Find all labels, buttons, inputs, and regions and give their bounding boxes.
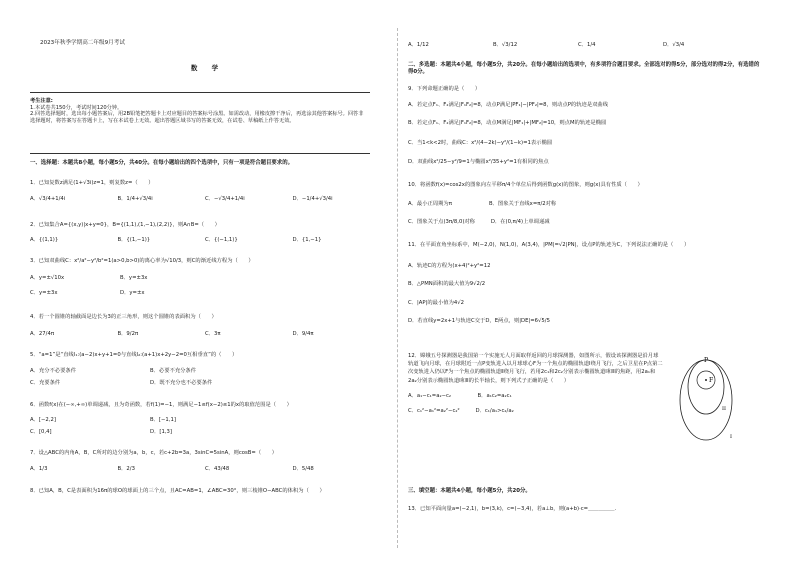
question-10: 10．将函数f(x)=cos2x的图象向左平移π/4个单位后得到函数g(x)的图象，则g(x)具有性质（ ） A．最小正周期为π B．图象关于直线x=π/2对称 C．图象关于点(3π/8,0)对称 D．在(0,π/4)上单调递减 [408, 182, 643, 226]
question-13: 13．已知平面向量a=(−2,1)，b=(3,k)，c=(−3,4)，若a⊥b，则(a+b)·c=＿＿＿＿＿. [408, 506, 617, 512]
question-12: 12．嫦娥五号探测器是我国第一个实施无人月面取样返回的月球探测器，如图所示，假设该探测器是沿月球轨道飞向月球，在月球附近一点P变轨进入以月球球心F为一个焦点的椭圆轨道Ⅰ绕月飞行，之后卫星在P点第二次变轨进入仍以F为一个焦点的椭圆轨道Ⅱ绕月飞行，若用2c₁和2c₂分别表示椭圆轨道Ⅰ和Ⅱ的焦距，用2a₁和2a₂分别表示椭圆轨道Ⅰ和Ⅱ的长半轴长，则下列式子正确的是（ ） A．a₁−c₁=a₂−c₂ B．a₁c₂=a₂c₁ C．c₁²−a₁²=a₂²−c₂² D．c₁/a₁>c₂/a₂ [408, 353, 663, 415]
label-I: I [730, 434, 732, 440]
question-11: 11．在平面直角坐标系中，M(−2,0)，N(1,0)，A(3,4)，|PM|=√2|PN|，设点P的轨迹为C，下列说法正确的是（ ） A．轨迹C的方程为(x+4)²+y²=12 B．△PMN面积的最大值为9√2/2 C．|AP|的最小值为4√2 D．若直线y=2x+1与轨迹C交于D，E两点，则|DE|=6√5/5 [408, 242, 690, 325]
orbit-ellipse-I [680, 360, 732, 440]
question-7: 7．设△ABC的内角A，B，C所对的边分别为a，b，c，若c+2b=3a，3sinC=5sinA，则cosB=（ ） A．1/3 B．2/3 C．43/48 D．5/48 [30, 450, 314, 472]
label-P: P [704, 357, 709, 364]
notice-block [30, 98, 365, 124]
column-divider [397, 28, 398, 548]
header-divider [30, 92, 370, 93]
question-1: 1．已知复数z满足(1+√3i)z=1，则复数z=（ ） A．√3/4+1/4i B．1/4+√3/4i C．−√3/4+1/4i D．−1/4+√3/4i [30, 180, 333, 202]
question-2: 2．已知集合A={(x,y)|x+y=0}，B={(1,1),(1,−1),(2,2)}，则A∩B=（ ） A．{(1,1)} B．{(1,−1)} C．{(−1,1)} D．{1,−1} [30, 222, 322, 243]
question-8-options: A．1/12 B．√3/12 C．1/4 D．√3/4 [408, 42, 685, 48]
section-3-heading: 三、填空题：本题共4小题，每小题5分，共20分。 [408, 488, 531, 494]
section-2-heading: 二、多选题：本题共4小题，每小题5分，共20分。在每小题给出的选项中，有多项符合题目要求。全部选对的得5分，部分选对的得2分，有选错的得0分。 [408, 62, 760, 75]
label-F: F [709, 377, 714, 384]
label-II: II [722, 406, 726, 412]
question-3: 3．已知双曲线C：x²/a²−y²/b²=1(a>0,b>0)的离心率为√10/3，则C的渐近线方程为（ ） A．y=±√10x B．y=±3x C．y=±3x D．y=±x [30, 258, 254, 297]
orbit-ellipse-II [688, 360, 724, 414]
exam-title: 2023年秋季学期高二年级9月考试 [40, 40, 125, 46]
notice-line-2: 2.回答选择题时，选出每小题答案后，用2B铅笔把答题卡上对应题目的答案标号涂黑。如需改动，用橡皮擦干净后，再选涂其他答案标号。回答非选择题时，将答案写在答题卡上，写在本试卷上无效。超出答题区域书写的答案无效，在试卷、草稿纸上作答无效。 [30, 111, 364, 124]
question-6: 6．函数f(x)在(−∞,+∞)单调递减，且为奇函数，若f(1)=−1，则满足−1≤f(x−2)≤1的x的取值范围是（ ） A．[−2,2] B．[−1,1] C．[0,4] D．[1,3] [30, 402, 292, 436]
orbit-diagram [670, 352, 750, 444]
notice-divider [30, 153, 370, 154]
notice-line-1: 1.本试卷共150分，考试时间120分钟。 [30, 104, 123, 111]
question-5: 5．“a=1”是“直线l₁:(a−2)x+y+1=0与直线l₂:(a+1)x+2y−2=0互相垂直”的（ ） A．充分不必要条件 B．必要不充分条件 C．充要条件 D．既不充分也不必要条件 [30, 352, 238, 387]
subject-title: 数 学 [190, 64, 225, 72]
focus-point [705, 379, 707, 381]
question-8: 8．已知A，B，C是表面积为16π的球O的球面上的三个点，且AC=AB=1，∠ABC=30°，则三棱锥O−ABC的体积为（ ） [30, 488, 325, 494]
question-4: 4．若一个圆锥的轴截面是边长为3的正三角形，则这个圆锥的表面积为（ ） A．27/4π B．9/2π C．3π D．9/4π [30, 314, 314, 337]
question-9: 9．下列命题正确的是（ ） A．若定点F₁、F₂满足|F₁F₂|=8，动点P满足|PF₁|−|PF₂|=8，则动点P的轨迹是双曲线 B．若定点F₁、F₂满足|F₁F₂|=8，动点M满足|MF₁|+|MF₂|=10，则点M的轨迹是椭圆 C．当1<k<2时，曲线C：x²/(4−2k)−y²/(1−k)=1表示椭圆 D．双曲线x²/25−y²/9=1与椭圆x²/35+y²=1有相同的焦点 [408, 86, 609, 166]
notice-heading: 考生注意: [30, 98, 53, 104]
section-1-heading: 一、选择题：本题共8小题，每小题5分，共40分。在每小题给出的四个选项中，只有一项是符合题目要求的。 [30, 160, 293, 166]
